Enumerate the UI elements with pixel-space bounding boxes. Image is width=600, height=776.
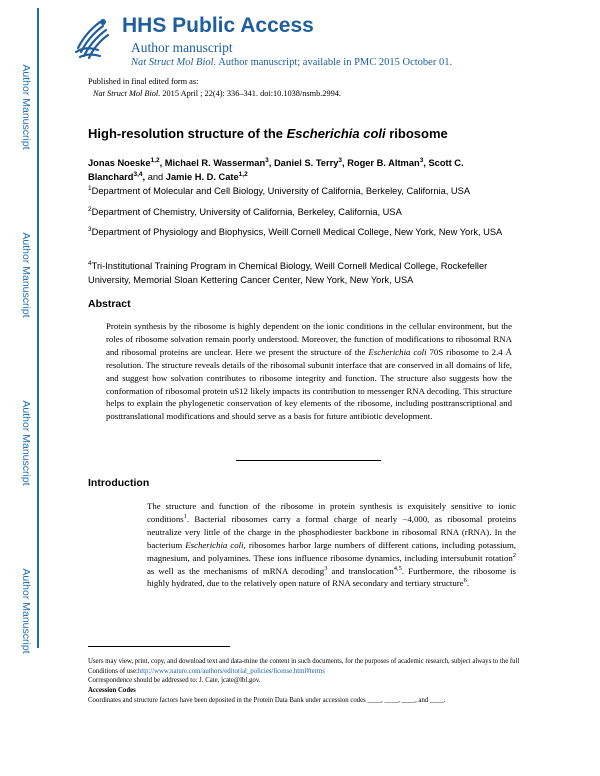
- abstract-body: Protein synthesis by the ribosome is highly dependent on the ionic conditions in the cellular environment, but the roles of ribosome solvation remain poorly understood. Moreover, the function of modifications to ribosomal RNA and ribosomal proteins are unclear. Here we present the structure of the Escherichia coli 70S ribosome to 2.4 Å resolution. The structure reveals details of the ribosomal subunit interface that are conserved in all domains of life, and suggest how solvation contributes to ribosome integrity and function. The structure also suggests how the conformation of ribosomal protein uS12 likely impacts its contribution to messenger RNA decoding. This structure helps to explain the phylogenetic conservation of key elements of the ribosome, including posttranscriptional and posttranslational modifications and should serve as a basis for future antibiotic development.: [106, 321, 512, 422]
- abstract-divider: [236, 460, 381, 461]
- side-label-author-manuscript: Author Manuscript: [20, 568, 32, 654]
- accession-codes-text: Coordinates and structure factors have been deposited in the Protein Data Bank under accession codes ____, ____, ____, and ____.: [88, 697, 446, 704]
- hhs-eagle-logo: [70, 14, 114, 64]
- affiliation: $^1$Department of Molecular and Cell Biology, University of California, Berkeley, California, USA: [88, 184, 471, 196]
- author-list: Jonas Noeske$^{1,2}$, Michael R. Wasserman$^3$, Daniel S. Terry$^3$, Roger B. Altman$^3$, Scott C. Blanchard$^{3,4}$, and Jamie H. D. Cate$^{1,2}$: [88, 156, 464, 182]
- article-title: High-resolution structure of the Escherichia coli ribosome: [88, 126, 448, 141]
- footnote-divider: [88, 646, 230, 647]
- terms-of-use-note: Users may view, print, copy, and download text and data-mine the content in such documents, for the purposes of academic research, subject always to the full Conditions of use:http://www.nature.com/authors/editorial_policies/license.html#terms: [88, 658, 520, 675]
- introduction-heading: Introduction: [88, 477, 150, 489]
- author: Scott C. Blanchard: [88, 158, 464, 182]
- affiliation: $^4$Tri-Institutional Training Program in Chemical Biology, Weill Cornell Medical College, Rockefeller University, Memorial Sloan Kettering Cancer Center, New York, New York, USA: [88, 259, 488, 285]
- hhs-public-access-title: HHS Public Access: [122, 14, 314, 37]
- author: Jonas Noeske: [88, 158, 151, 168]
- published-label: Published in final edited form as:: [88, 77, 199, 86]
- introduction-body: The structure and function of the ribosome in protein synthesis is exquisitely sensitive to ionic conditions$^1$. Bacterial ribosomes carry a formal charge of nearly −4,000, as ribosomal proteins neutralize very little of the charge in the phosphodiester backbone in ribosomal RNA (rRNA). In the bacterium Escherichia coli, ribosomes harbor large numbers of different cations, including potassium, magnesium, and polyamines. These ions influence ribosome dynamics, including intersubunit rotation$^2$ as well as the mechanisms of mRNA decoding$^3$ and translocation$^{4,5}$. Furthermore, the ribosome is highly hydrated, due to the relatively open nature of RNA secondary and tertiary structure$^6$.: [147, 501, 516, 589]
- author-manuscript-label: Author manuscript: [131, 40, 233, 55]
- terms-link[interactable]: http://www.nature.com/authors/editorial_policies/license.html#terms: [137, 667, 325, 675]
- correspondence-note: Correspondence should be addressed to: J. Cate, jcate@lbl.gov.: [88, 677, 261, 684]
- side-label-author-manuscript: Author Manuscript: [20, 64, 32, 150]
- affiliation: $^3$Department of Physiology and Biophysics, Weill Cornell Medical College, New York, New York, USA: [88, 225, 503, 237]
- side-label-author-manuscript: Author Manuscript: [20, 400, 32, 486]
- availability-line: Nat Struct Mol Biol. Author manuscript; available in PMC 2015 October 01.: [131, 57, 453, 68]
- author: Jamie H. D. Cate: [165, 172, 239, 182]
- accession-codes-heading: Accession Codes: [88, 687, 136, 694]
- citation: Nat Struct Mol Biol. 2015 April ; 22(4): 336–341. doi:10.1038/nsmb.2994.: [93, 89, 341, 98]
- side-label-author-manuscript: Author Manuscript: [20, 232, 32, 318]
- author: Michael R. Wasserman: [164, 158, 266, 168]
- abstract-heading: Abstract: [88, 298, 131, 310]
- author: Daniel S. Terry: [273, 158, 339, 168]
- affiliation: $^2$Department of Chemistry, University of California, Berkeley, California, USA: [88, 205, 402, 217]
- author: Roger B. Altman: [347, 158, 420, 168]
